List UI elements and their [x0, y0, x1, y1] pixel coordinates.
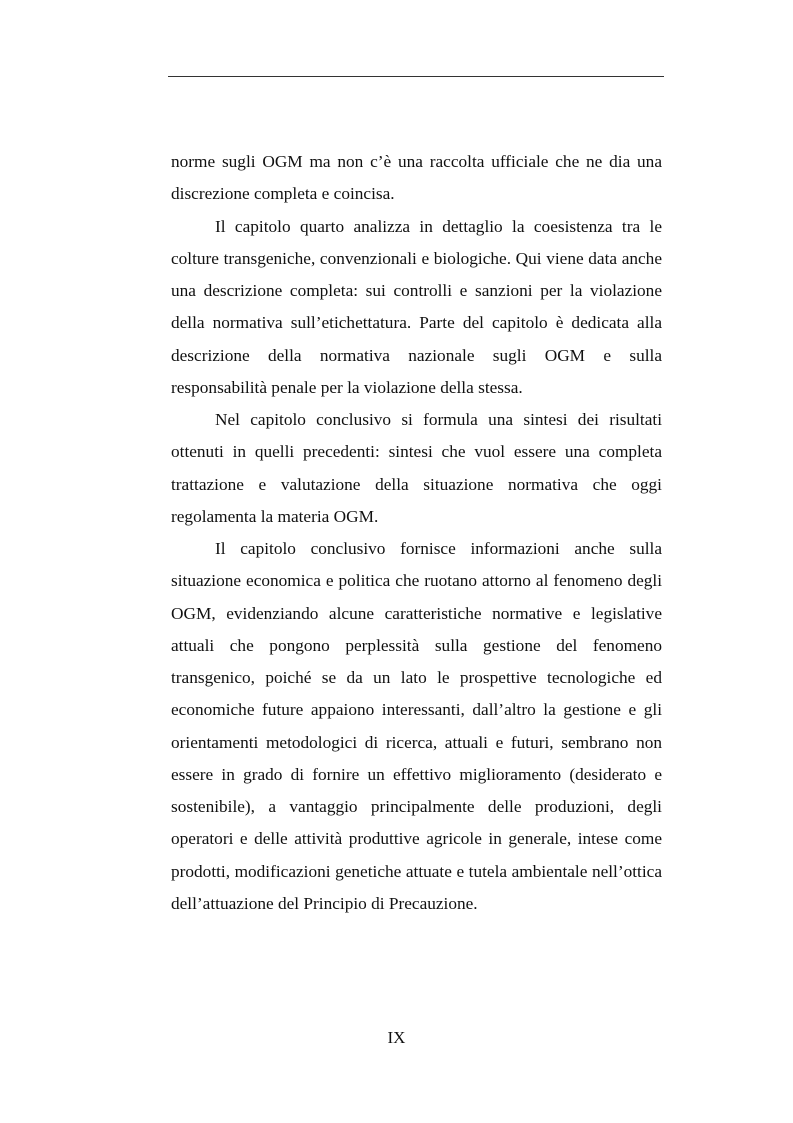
paragraph-conclusive-synthesis: Nel capitolo conclusivo si formula una sintesi dei risultati ottenuti in quelli precedenti: sintesi che vuol essere una completa trattazione e valutazione della situazione normativa che oggi regolamenta la materia OGM.	[171, 410, 662, 526]
paragraph-continuation: norme sugli OGM ma non c’è una raccolta ufficiale che ne dia una discrezione completa e coincisa.	[171, 152, 662, 204]
body-text	[171, 146, 662, 920]
paragraph-chapter-four: Il capitolo quarto analizza in dettaglio la coesistenza tra le colture transgeniche, convenzionali e biologiche. Qui viene data anche una descrizione completa: sui controlli e sanzioni per la violazione della normativa sull’etichettatura. Parte del capitolo è dedicata alla descrizione della normativa nazionale sugli OGM e sulla responsabilità penale per la violazione della stessa.	[171, 216, 662, 397]
page-number: IX	[387, 1028, 406, 1047]
header-rule	[168, 76, 664, 77]
paragraph-conclusive-information: Il capitolo conclusivo fornisce informazioni anche sulla situazione economica e politica che ruotano attorno al fenomeno degli OGM, evidenziando alcune caratteristiche normative e legislative attuali che pongono perplessità sulla gestione del fenomeno transgenico, poiché se da un lato le prospettive tecnologiche ed economiche future appaiono interessanti, dall’altro la gestione e gli orientamenti metodologici di ricerca, attuali e futuri, sembrano non essere in grado di fornire un effettivo miglioramento (desiderato e sostenibile), a vantaggio principalmente delle produzioni, degli operatori e delle attività produttive agricole in generale, intese come prodotti, modificazioni genetiche attuate e tutela ambientale nell’ottica dell’attuazione del Principio di Precauzione.	[171, 539, 662, 913]
